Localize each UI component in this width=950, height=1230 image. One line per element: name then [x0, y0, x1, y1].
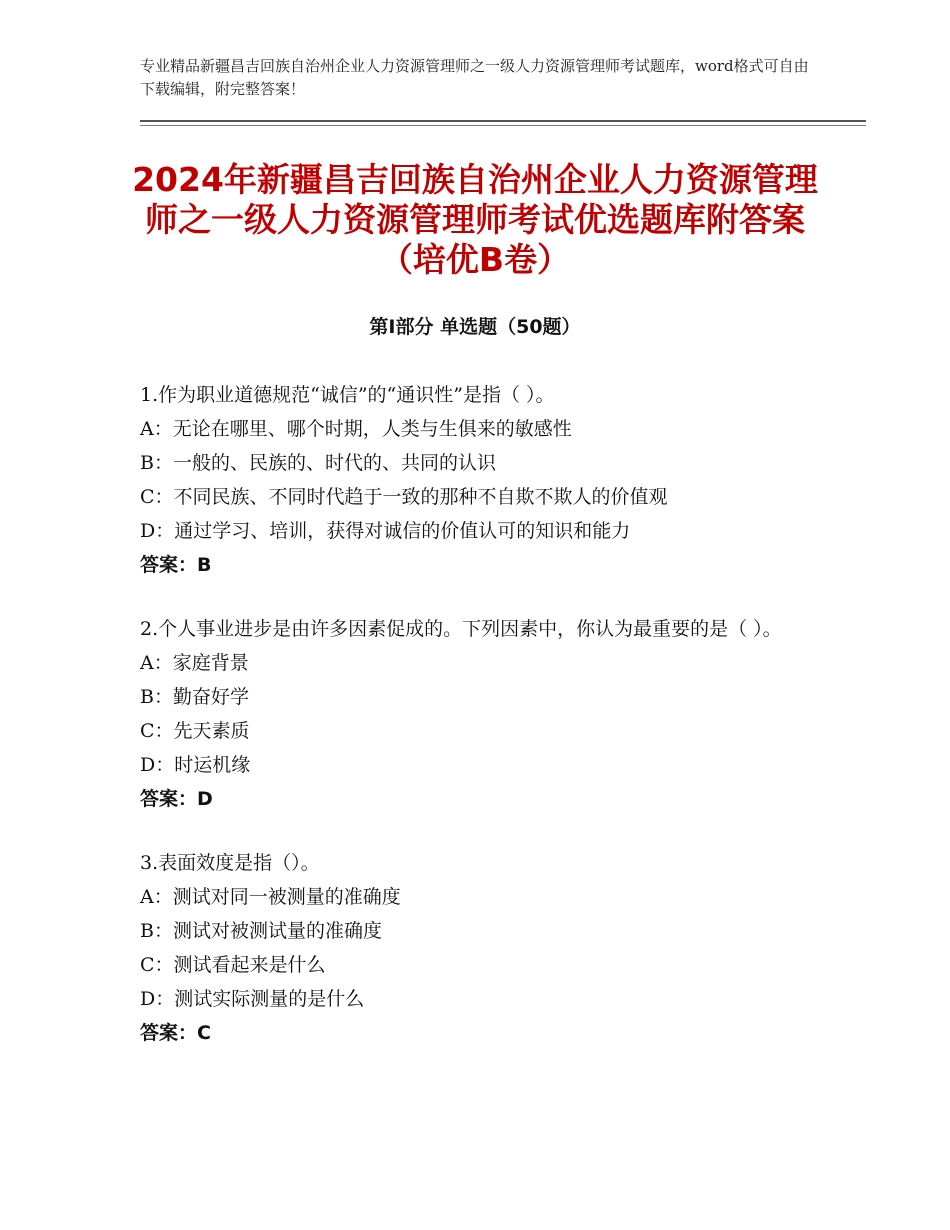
option-b: B：勤奋好学: [140, 686, 249, 708]
question-stem: 2.个人事业进步是由许多因素促成的。下列因素中，你认为最重要的是（ ）。: [140, 618, 782, 640]
option-a: A：测试对同一被测量的准确度: [140, 886, 401, 908]
question-list: [140, 378, 810, 1080]
header-note: 专业精品新疆昌吉回族自治州企业人力资源管理师之一级人力资源管理师考试题库，word格式可自由下载编辑，附完整答案！: [140, 57, 809, 98]
document-title: 2024年新疆昌吉回族自治州企业人力资源管理师之一级人力资源管理师考试优选题库附答案（培优B卷）: [132, 160, 818, 279]
question-1: [140, 378, 810, 582]
header-divider-thick: [140, 120, 866, 122]
option-b: B：一般的、民族的、时代的、共同的认识: [140, 452, 496, 474]
header-divider-thin: [140, 125, 866, 126]
option-c: C：测试看起来是什么: [140, 954, 326, 976]
answer-label: 答案：C: [140, 1022, 211, 1044]
option-d: D：通过学习、培训，获得对诚信的价值认可的知识和能力: [140, 520, 631, 542]
answer-label: 答案：D: [140, 788, 213, 810]
question-stem: 1.作为职业道德规范“诚信”的“通识性”是指（ ）。: [140, 384, 555, 406]
question-3: [140, 846, 810, 1050]
option-a: A：家庭背景: [140, 652, 249, 674]
section-title: 第Ⅰ部分 单选题（50题）: [369, 316, 581, 338]
question-stem: 3.表面效度是指（）。: [140, 852, 320, 874]
option-a: A：无论在哪里、哪个时期，人类与生俱来的敏感性: [140, 418, 572, 440]
option-d: D：测试实际测量的是什么: [140, 988, 365, 1010]
option-c: C：不同民族、不同时代趋于一致的那种不自欺不欺人的价值观: [140, 486, 668, 508]
option-b: B：测试对被测试量的准确度: [140, 920, 382, 942]
answer-label: 答案：B: [140, 554, 212, 576]
option-d: D：时运机缘: [140, 754, 251, 776]
option-c: C：先天素质: [140, 720, 250, 742]
question-2: [140, 612, 810, 816]
